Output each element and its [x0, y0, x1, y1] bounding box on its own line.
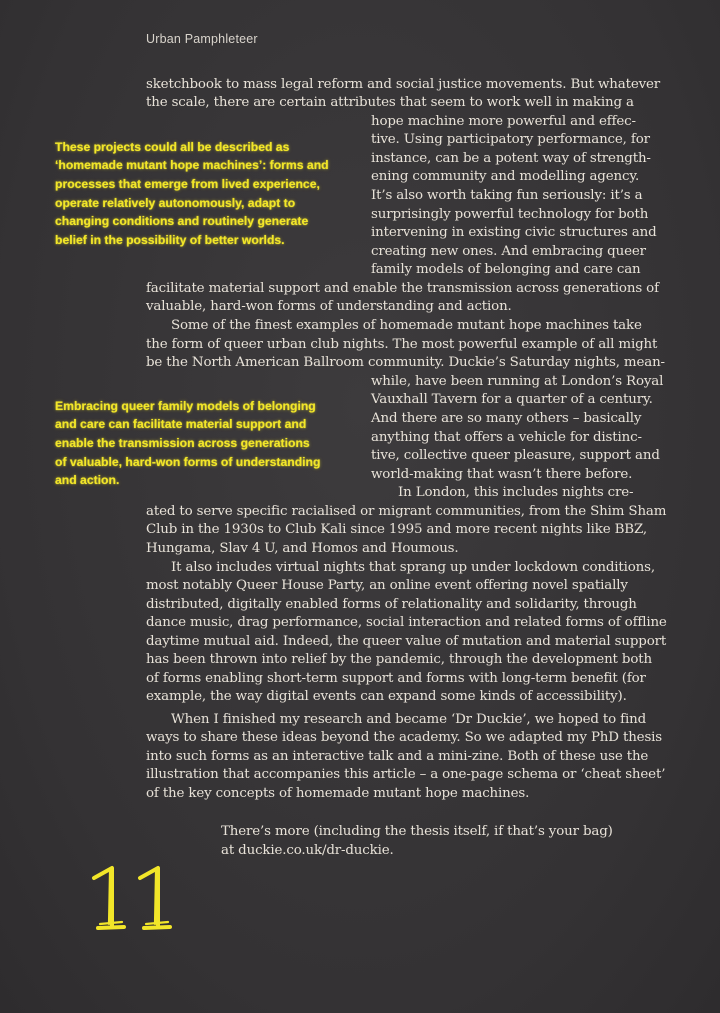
body-line: the scale, there are certain attributes that seem to work well in making a	[146, 95, 634, 110]
page-number-text: 11	[88, 860, 90, 861]
body-line: ways to share these ideas beyond the academy. So we adapted my PhD thesis	[146, 730, 663, 745]
body-line: world-making that wasn’t there before.	[371, 467, 633, 482]
body-line: the form of queer urban club nights. The most powerful example of all might	[146, 337, 658, 352]
body-line: of the key concepts of homemade mutant hope machines.	[146, 786, 530, 801]
body-line: be the North American Ballroom community. Duckie’s Saturday nights, mean-	[146, 355, 665, 370]
pull-quote-line: These projects could all be described as	[55, 140, 290, 154]
body-line: tive, collective queer pleasure, support and	[371, 448, 660, 463]
body-line: facilitate material support and enable the transmission across generations of	[146, 281, 659, 296]
page-number	[88, 860, 188, 944]
body-line: has been thrown into relief by the pandemic, through the development both	[146, 652, 652, 667]
body-line: In London, this includes nights cre-	[398, 485, 634, 500]
body-line: Some of the finest examples of homemade mutant hope machines take	[171, 318, 642, 333]
footnote-line: There’s more (including the thesis itself, if that’s your bag)	[221, 824, 613, 839]
body-line: of forms enabling short-term support and forms with long-term benefit (for	[146, 671, 646, 686]
body-line: sketchbook to mass legal reform and social justice movements. But whatever	[146, 77, 661, 92]
body-line: while, have been running at London’s Royal	[371, 374, 664, 389]
body-line: example, the way digital events can expand some kinds of accessibility).	[146, 689, 627, 704]
body-line: distributed, digitally enabled forms of relationality and solidarity, through	[146, 597, 637, 612]
body-line: tive. Using participatory performance, for	[371, 132, 650, 147]
pull-quote-line: changing conditions and routinely generate	[55, 214, 309, 228]
body-line: surprisingly powerful technology for both	[371, 207, 649, 222]
running-header: Urban Pamphleteer	[146, 32, 258, 46]
body-line: daytime mutual aid. Indeed, the queer value of mutation and material support	[146, 634, 667, 649]
pull-quote-line: Embracing queer family models of belonging	[55, 399, 316, 413]
pull-quote-line: ‘homemade mutant hope machines’: forms and	[55, 158, 329, 172]
pull-quote-line: and care can facilitate material support and	[55, 417, 307, 431]
pull-quote-line: enable the transmission across generations	[55, 436, 310, 450]
body-line: valuable, hard-won forms of understanding and action.	[146, 299, 512, 314]
body-line: When I finished my research and became ‘Dr Duckie’, we hoped to find	[171, 712, 647, 727]
body-line: ening community and modelling agency.	[371, 169, 640, 184]
body-line: into such forms as an interactive talk and a mini-zine. Both of these use the	[146, 749, 649, 764]
body-line: It also includes virtual nights that sprang up under lockdown conditions,	[171, 560, 655, 575]
body-line: Vauxhall Tavern for a quarter of a century.	[371, 392, 653, 407]
body-line: anything that offers a vehicle for distinc-	[371, 430, 642, 445]
body-line: most notably Queer House Party, an online event offering novel spatially	[146, 578, 628, 593]
body-line: Club in the 1930s to Club Kali since 1995 and more recent nights like BBZ,	[146, 522, 647, 537]
page-number-glyphs	[88, 860, 188, 940]
pull-quote-line: belief in the possibility of better worlds.	[55, 233, 285, 247]
body-line: intervening in existing civic structures and	[371, 225, 657, 240]
pull-quote-line: of valuable, hard-won forms of understanding	[55, 455, 321, 469]
pull-quote-line: and action.	[55, 473, 120, 487]
body-line: hope machine more powerful and effec-	[371, 114, 636, 129]
body-line: illustration that accompanies this article – a one-page schema or ‘cheat sheet’	[146, 767, 666, 782]
body-line: dance music, drag performance, social interaction and related forms of offline	[146, 615, 667, 630]
body-line: Hungama, Slav 4 U, and Homos and Houmous.	[146, 541, 459, 556]
body-line: It’s also worth taking fun seriously: it’s a	[371, 188, 643, 203]
pull-quote-line: processes that emerge from lived experience,	[55, 177, 320, 191]
body-line: ated to serve specific racialised or migrant communities, from the Shim Sham	[146, 504, 667, 519]
body-line: family models of belonging and care can	[371, 262, 641, 277]
footnote-line: at duckie.co.uk/dr-duckie.	[221, 843, 394, 858]
body-line: And there are so many others – basically	[371, 411, 642, 426]
body-line: instance, can be a potent way of strength-	[371, 151, 651, 166]
pull-quote-line: operate relatively autonomously, adapt to	[55, 196, 296, 210]
body-line: creating new ones. And embracing queer	[371, 244, 646, 259]
